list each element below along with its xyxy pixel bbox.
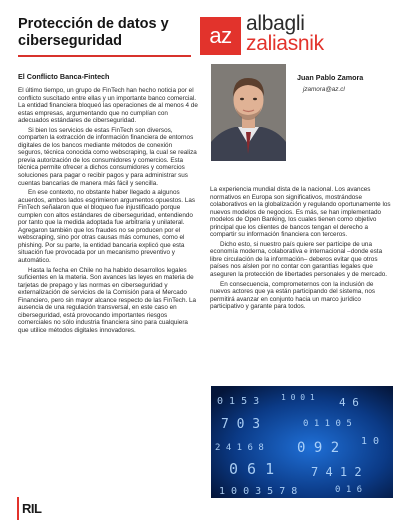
svg-text:0 1 1 0 5: 0 1 1 0 5 xyxy=(303,419,352,429)
title-underline xyxy=(18,55,191,57)
svg-text:7 4 1 2: 7 4 1 2 xyxy=(311,465,362,479)
svg-text:0 1 5 3: 0 1 5 3 xyxy=(217,396,260,407)
page-title: Protección de datos y ciberseguridad xyxy=(18,16,169,49)
right-paragraph-3: En consecuencia, comprometernos con la inclusión de nuevos actores que ya están participando del sistema, nos permitirá avanzar en conjunto hacia un marco jurídico participativo y garante para todos. xyxy=(210,280,376,311)
logo-wordmark-line2: zaliasnik xyxy=(246,32,324,55)
svg-text:2 4 1 6 8: 2 4 1 6 8 xyxy=(215,443,264,453)
left-paragraph-4: Hasta la fecha en Chile no ha habido desarrollos legales suficientes en la materia. Son avances las leyes en materia de tarjetas de prepago y las normas en ciberseguridad y externalización de servicios de la Comisión para el Mercado Financiero, pero sin mayor alcance respecto de las FinTech. La ausencia de una regulación transversal, en este caso en ciberseguridad, está provocando importantes riesgos comerciales no sólo industria financiera sino para cualquiera que utilice métodos digitales innovadores. xyxy=(18,266,197,334)
svg-text:7 0 3: 7 0 3 xyxy=(221,417,261,432)
right-paragraph-2: Dicho esto, si nuestro país quiere ser partícipe de una economía moderna, colaborativa e internacional –donde esta libre circulación de la información– deberos evitar que otros países nos aíslen por no contar con garantías legales que aseguren la protección de libertades personales y de mercado. xyxy=(210,240,388,279)
svg-text:0 6 1: 0 6 1 xyxy=(229,460,275,478)
binary-data-illustration xyxy=(211,386,393,498)
left-paragraph-2: Si bien los servicios de estas FinTech son diversos, comparten la extracción de información financiera de entornos digitales de los bancos mediante métodos de conexión seguros, técnica conocida como webscraping, la cual se realiza previa autorización de los consumidores y comercios. Esta técnica permite ofrecer a dichos consumidores y comercios soluciones para pagar o recibir pagos y para administrar sus cuentas bancarias de manera más fácil y sencilla. xyxy=(18,126,197,187)
left-column xyxy=(18,87,198,335)
article-subheading: El Conflicto Banca-Fintech xyxy=(18,72,110,81)
svg-text:0 1 6: 0 1 6 xyxy=(335,485,363,495)
ril-logo: RIL xyxy=(22,501,42,516)
svg-text:4 6: 4 6 xyxy=(339,396,359,409)
svg-text:1 0: 1 0 xyxy=(361,436,380,447)
svg-text:0 9 2: 0 9 2 xyxy=(297,440,340,456)
svg-text:1 0 0 3 5 7 8: 1 0 0 3 5 7 8 xyxy=(219,486,298,497)
svg-text:1 0 0 1: 1 0 0 1 xyxy=(281,393,315,402)
author-name: Juan Pablo Zamora xyxy=(297,73,364,82)
az-logo-mark: az xyxy=(200,17,241,55)
right-paragraph-1: La experiencia mundial dista de la nacional. Los avances normativos en Europa son significativos, mostrándose colaborativos en la globalización y regulando oportunamente los nuevos modelos de negocios. Es más, se han implementado modelos de Open Banking, los cuales tienen como objetivo principal que los clientes de bancos tengan el derecho a compartir su información financiera con terceros. xyxy=(210,186,391,239)
right-column xyxy=(210,186,392,311)
author-email: jzamora@az.cl xyxy=(303,86,345,93)
logo-wordmark-line1: albagli xyxy=(246,12,305,35)
left-paragraph-1: El último tiempo, un grupo de FinTech han hecho noticia por el conflicto suscitado entre ellas y un importante banco comercial. La entidad financiera bloqueó las operaciones de al menos 4 de estas empresas, argumentando que no cumplían con adecuados estándares de ciberseguridad. xyxy=(18,87,198,125)
ril-logo-bar xyxy=(17,497,19,520)
author-photo xyxy=(211,64,286,161)
left-paragraph-3: En ese contexto, no obstante haber llegado a algunos acuerdos, ambos lados esgrimieron argumentos opuestos. Las FinTech señalaron que el bloqueo fue injustificado porque cumplen con altos estándares de ciberseguridad, entendiendo por tanto que la medida adoptada fue arbitraria y unilateral. Agregaron también que los fraudes no se producen por el webscraping, sino por otras causas más comunes, como el phishing. Por su parte, la entidad bancaria explicó que esta situación fue provocada por un mecanismo preventivo y automático. xyxy=(18,189,196,265)
